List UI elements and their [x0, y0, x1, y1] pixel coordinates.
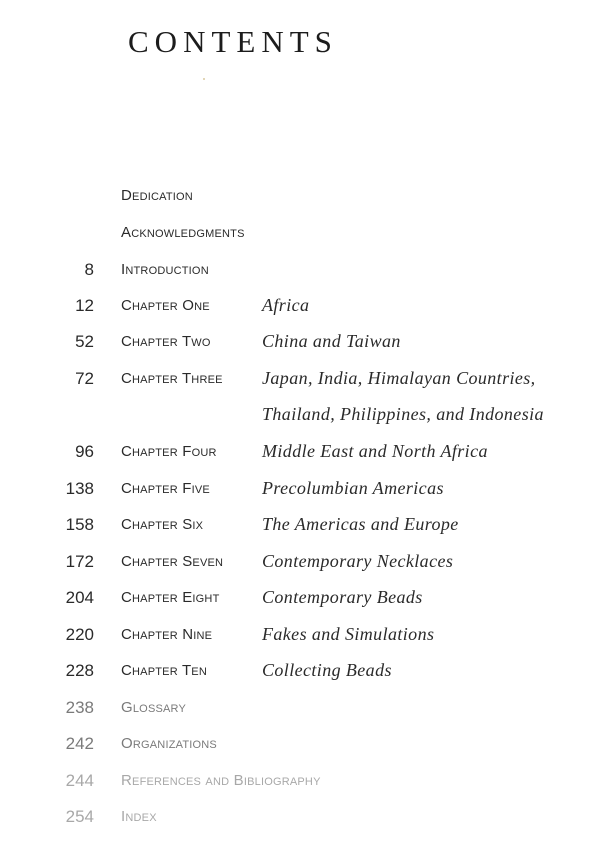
- toc-chapter-title: Collecting Beads: [262, 660, 392, 680]
- toc-entry-chapter-six[interactable]: [0, 509, 600, 545]
- toc-label: Index: [121, 808, 157, 825]
- toc-label: Glossary: [121, 699, 187, 716]
- toc-entry-chapter-one[interactable]: [0, 290, 600, 326]
- toc-entry-chapter-four[interactable]: [0, 436, 600, 472]
- toc-chapter-title: Fakes and Simulations: [262, 624, 435, 644]
- toc-label: Chapter One: [121, 297, 210, 314]
- toc-entry-glossary[interactable]: [0, 692, 600, 728]
- toc-page-number: 12: [75, 296, 94, 315]
- toc-chapter-title: The Americas and Europe: [262, 514, 459, 534]
- toc-entry-chapter-ten[interactable]: [0, 655, 600, 691]
- toc-page-number: 242: [65, 734, 94, 753]
- toc-page-number: 238: [65, 698, 94, 717]
- toc-entry-chapter-seven[interactable]: [0, 546, 600, 582]
- toc-page-number: 204: [65, 588, 94, 607]
- toc-chapter-title: Precolumbian Americas: [262, 478, 444, 498]
- toc-label: Dedication: [121, 187, 193, 204]
- toc-page-number: 138: [65, 479, 94, 498]
- toc-chapter-title: Middle East and North Africa: [262, 441, 488, 461]
- toc-chapter-title: Contemporary Beads: [262, 587, 423, 607]
- toc-label: Introduction: [121, 261, 209, 278]
- toc-entry-chapter-two[interactable]: [0, 326, 600, 362]
- toc-page-number: 254: [65, 807, 94, 826]
- toc-entry-organizations[interactable]: [0, 728, 600, 764]
- toc-label: Chapter Seven: [121, 553, 224, 570]
- toc-chapter-title: China and Taiwan: [262, 331, 401, 351]
- toc-entry-index[interactable]: [0, 801, 600, 837]
- toc-page-number: 72: [75, 369, 94, 388]
- toc-page-number: 220: [65, 625, 94, 644]
- toc-page-number: 96: [75, 442, 94, 461]
- toc-chapter-title: Japan, India, Himalayan Countries,: [262, 368, 536, 388]
- toc-label: Chapter Three: [121, 370, 223, 387]
- toc-entry-acknowledgments[interactable]: [0, 217, 600, 253]
- toc-page-number: 228: [65, 661, 94, 680]
- toc-label: Chapter Ten: [121, 662, 207, 679]
- toc-entry-dedication[interactable]: [0, 180, 600, 216]
- toc-page-number: 8: [84, 260, 94, 279]
- page-title: CONTENTS: [128, 24, 338, 59]
- toc-entry-chapter-five[interactable]: [0, 473, 600, 509]
- toc-label: Organizations: [121, 735, 217, 752]
- toc-label: Chapter Two: [121, 333, 211, 350]
- toc-entry-chapter-nine[interactable]: [0, 619, 600, 655]
- toc-chapter-title: Africa: [262, 295, 310, 315]
- toc-page-number: 52: [75, 332, 94, 351]
- toc-chapter-title-continued: Thailand, Philippines, and Indonesia: [262, 404, 544, 424]
- toc-label: Acknowledgments: [121, 224, 245, 241]
- toc-label: References and Bibliography: [121, 772, 321, 789]
- toc-entry-introduction[interactable]: [0, 254, 600, 290]
- toc-label: Chapter Four: [121, 443, 217, 460]
- paper-speck: [203, 78, 205, 80]
- toc-label: Chapter Nine: [121, 626, 213, 643]
- toc-entry-references[interactable]: [0, 765, 600, 801]
- toc-entry-chapter-eight[interactable]: [0, 582, 600, 618]
- toc-chapter-title: Contemporary Necklaces: [262, 551, 454, 571]
- toc-page-number: 244: [65, 771, 94, 790]
- toc-label: Chapter Six: [121, 516, 204, 533]
- toc-entry-chapter-three[interactable]: [0, 363, 600, 436]
- toc-page-number: 158: [65, 515, 94, 534]
- toc-label: Chapter Eight: [121, 589, 220, 606]
- toc-label: Chapter Five: [121, 480, 210, 497]
- toc-page-number: 172: [65, 552, 94, 571]
